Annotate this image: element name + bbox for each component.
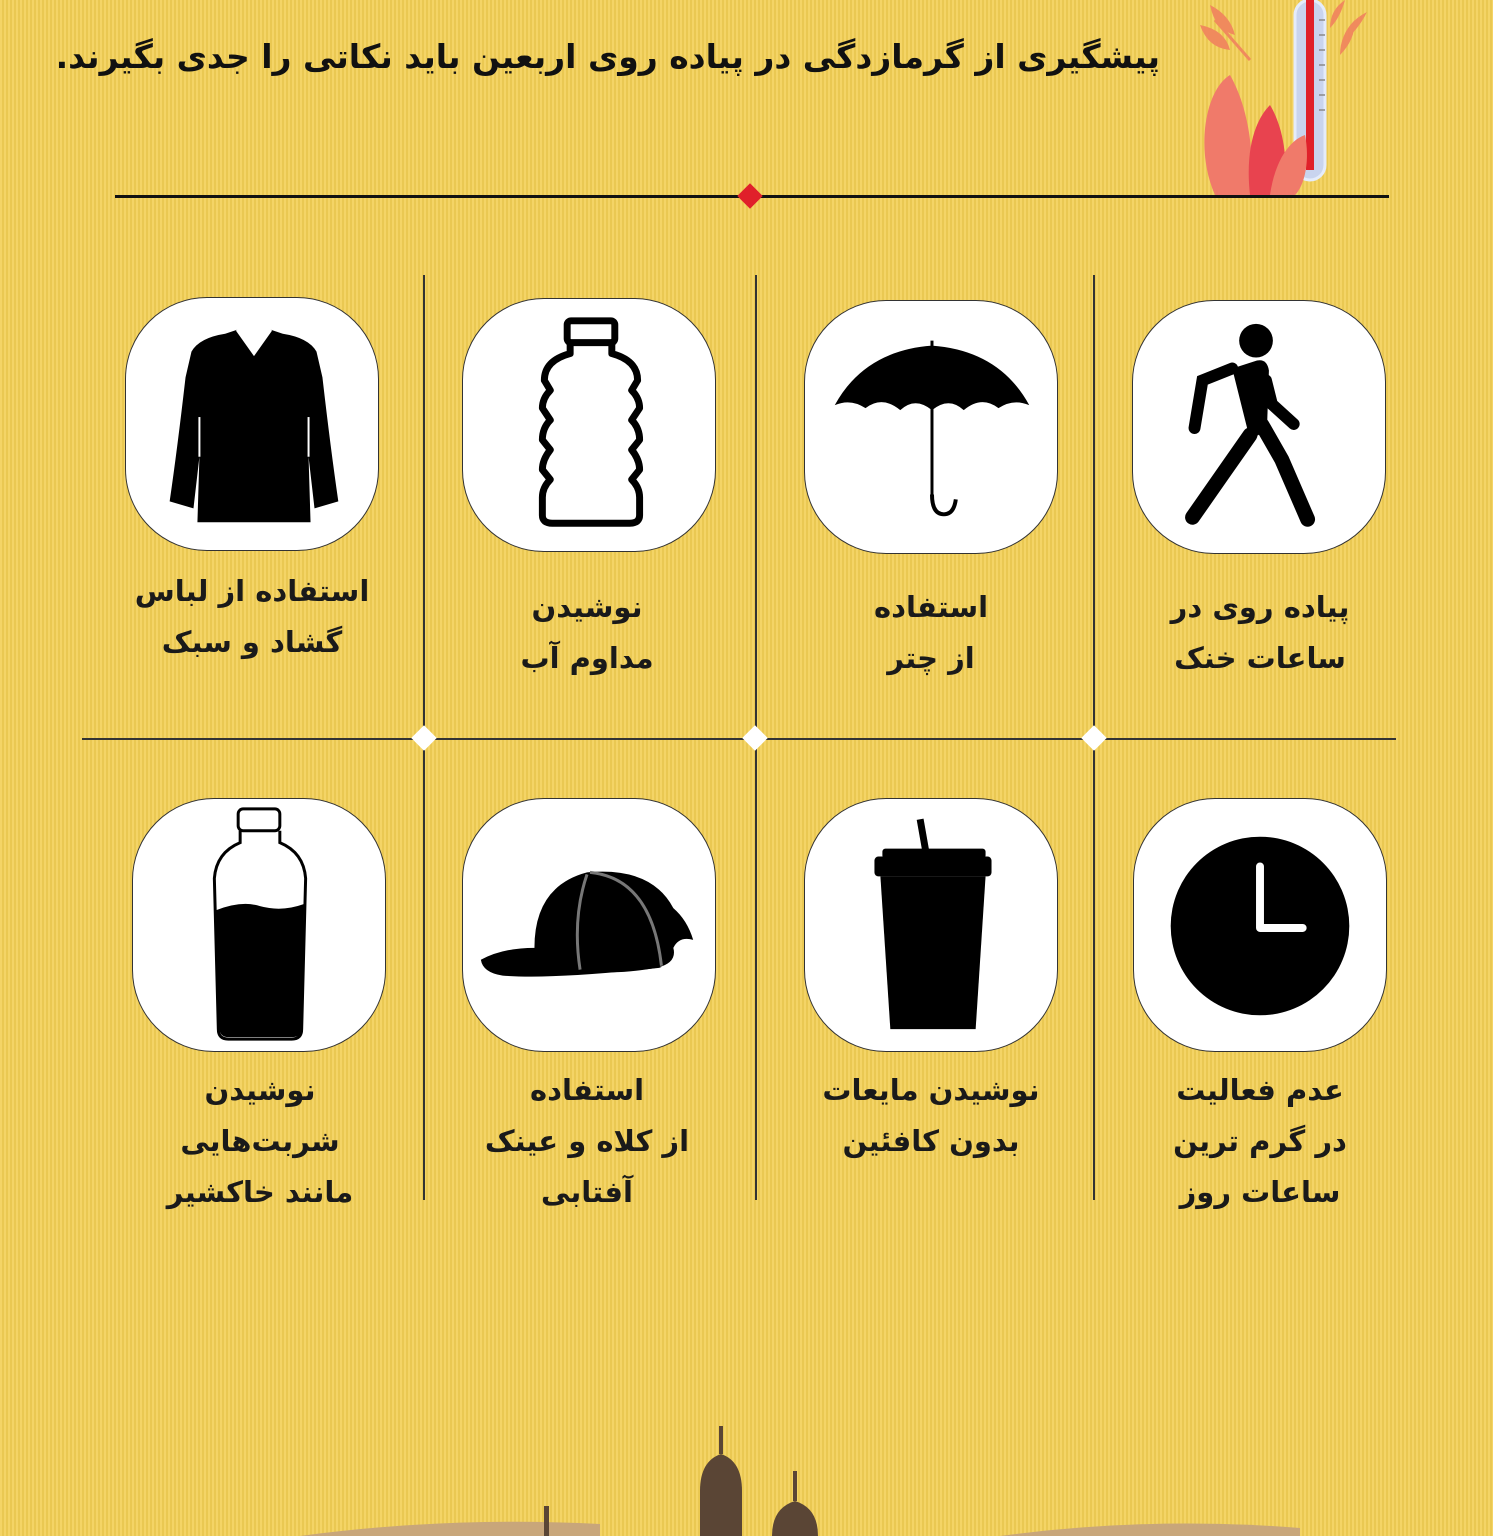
tip-tile-cap (462, 798, 716, 1052)
tip-label-walking: پیاده روی در ساعات خنک (1170, 590, 1350, 675)
white-diamond-marker (411, 725, 436, 750)
tip-label-clothes: استفاده از لباس گشاد و سبک (134, 574, 370, 659)
drink-bottle-icon (133, 799, 385, 1051)
tip-tile-shirt (125, 297, 379, 551)
tip-label-umbrella: استفاده از چتر (873, 590, 989, 675)
tip-tile-water-bottle (462, 298, 716, 552)
page-title: پیشگیری از گرمازدگی در پیاده روی اربعین باید نکاتی را جدی بگیرند. (55, 37, 1160, 76)
row-divider (82, 738, 1396, 740)
walking-person-icon (1133, 301, 1385, 553)
tip-tile-cup (804, 798, 1058, 1052)
white-diamond-marker (1081, 725, 1106, 750)
white-diamond-marker (742, 725, 767, 750)
umbrella-icon (805, 301, 1057, 553)
red-diamond-marker (737, 183, 762, 208)
shrine-skyline (0, 1416, 1493, 1536)
tip-tile-umbrella (804, 300, 1058, 554)
cap-icon (463, 799, 715, 1051)
tip-label-water: نوشیدن مداوم آب (520, 590, 654, 675)
clock-icon (1134, 799, 1386, 1051)
tip-label-clock: عدم فعالیت در گرم ترین ساعات روز (1173, 1073, 1347, 1209)
thermometer-plant-icon (1195, 0, 1385, 195)
tip-label-cap: استفاده از کلاه و عینک آفتابی (484, 1073, 690, 1209)
drink-cup-icon (805, 799, 1057, 1051)
tip-label-sharbat: نوشیدن شربت‌هایی مانند خاکشیر (166, 1073, 354, 1209)
water-bottle-icon (463, 299, 715, 551)
tip-label-caffeine: نوشیدن مایعات بدون کافئین (822, 1073, 1040, 1158)
loose-shirt-icon (126, 298, 378, 550)
tip-tile-clock (1133, 798, 1387, 1052)
tip-tile-walking (1132, 300, 1386, 554)
tip-tile-drink-bottle (132, 798, 386, 1052)
